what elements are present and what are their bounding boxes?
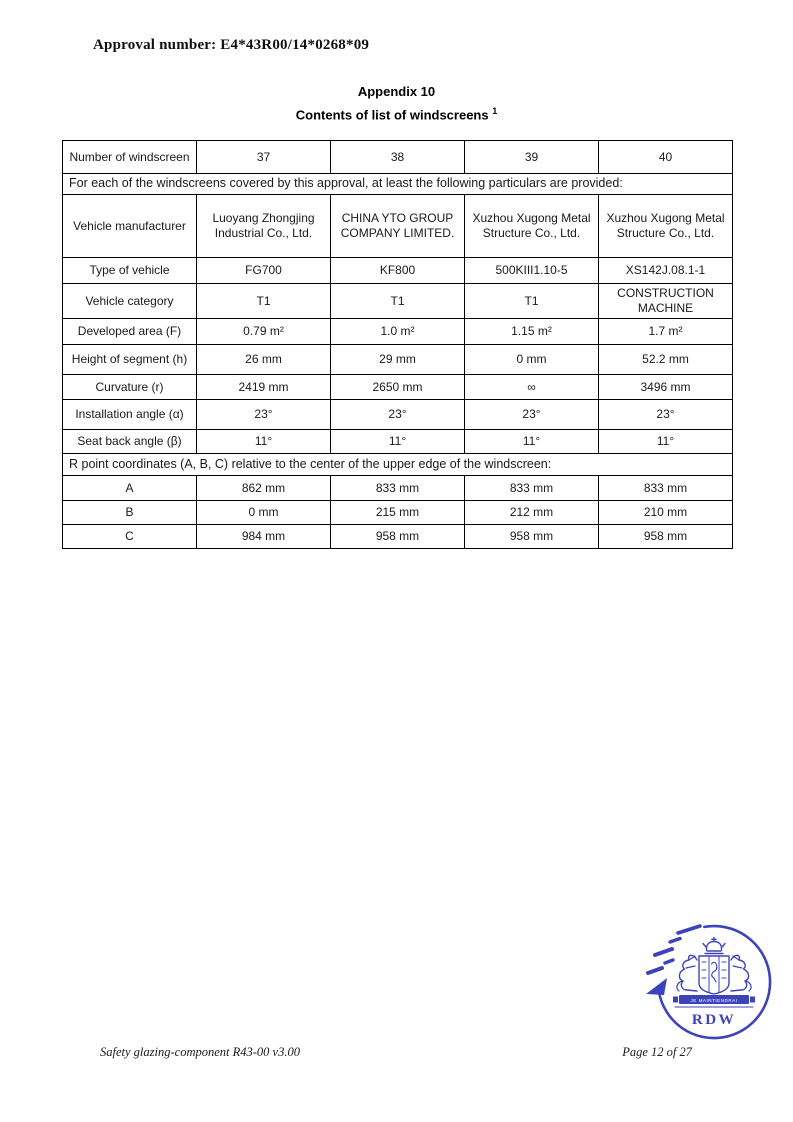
table-cell: Xuzhou Xugong Metal Structure Co., Ltd. <box>465 195 599 258</box>
table-cell: FG700 <box>197 258 331 284</box>
table-row <box>63 345 733 375</box>
row-label: Developed area (F) <box>63 319 197 345</box>
row-label: B <box>63 501 197 525</box>
table-cell: 958 mm <box>331 525 465 549</box>
table-cell: T1 <box>197 284 331 319</box>
table-cell: 2650 mm <box>331 375 465 400</box>
shield-icon <box>699 956 729 994</box>
table-cell: 862 mm <box>197 476 331 501</box>
table-row <box>63 258 733 284</box>
table-cell: T1 <box>331 284 465 319</box>
row-label: Height of segment (h) <box>63 345 197 375</box>
table-row <box>63 141 733 174</box>
page-title <box>0 106 793 122</box>
motion-dash-icon <box>648 968 662 973</box>
table-row <box>63 400 733 430</box>
rdw-stamp <box>645 920 780 1045</box>
table-cell: 23° <box>465 400 599 430</box>
footer-page-number: Page 12 of 27 <box>622 1045 692 1059</box>
motto-banner-tab <box>673 997 678 1003</box>
table-cell: 3496 mm <box>599 375 733 400</box>
table-cell: 26 mm <box>197 345 331 375</box>
table-cell: 38 <box>331 141 465 174</box>
table-cell: 11° <box>197 430 331 454</box>
table-row <box>63 501 733 525</box>
table-cell: 1.7 m² <box>599 319 733 345</box>
table-cell: XS142J.08.1-1 <box>599 258 733 284</box>
table-cell: KF800 <box>331 258 465 284</box>
row-label: Type of vehicle <box>63 258 197 284</box>
table-row <box>63 476 733 501</box>
table-cell: 1.15 m² <box>465 319 599 345</box>
page-title-footnote-ref: 1 <box>492 106 498 116</box>
page-title-text: Contents of list of windscreens <box>295 107 489 123</box>
row-label: Installation angle (α) <box>63 400 197 430</box>
row-label: Seat back angle (β) <box>63 430 197 454</box>
table-cell: 833 mm <box>331 476 465 501</box>
crown-icon <box>703 938 725 954</box>
table-cell: 210 mm <box>599 501 733 525</box>
table-cell: 833 mm <box>465 476 599 501</box>
table-row <box>63 174 733 195</box>
table-cell: 0.79 m² <box>197 319 331 345</box>
motion-dash-icon <box>655 949 672 955</box>
table-cell: 1.0 m² <box>331 319 465 345</box>
table-cell: 23° <box>331 400 465 430</box>
footer-document-version: Safety glazing-component R43-00 v3.00 <box>100 1045 300 1059</box>
table-cell: CONSTRUCTION MACHINE <box>599 284 733 319</box>
table-cell: 2419 mm <box>197 375 331 400</box>
rdw-text: RDW <box>691 1012 737 1028</box>
table-cell: 833 mm <box>599 476 733 501</box>
table-cell: 52.2 mm <box>599 345 733 375</box>
table-cell: 11° <box>599 430 733 454</box>
motion-dash-icon <box>670 939 680 943</box>
table-cell: 0 mm <box>197 501 331 525</box>
stamp-wedge <box>646 978 667 995</box>
table-cell: 11° <box>465 430 599 454</box>
table-cell: 29 mm <box>331 345 465 375</box>
table-row <box>63 375 733 400</box>
lion-icon <box>677 955 697 991</box>
table-cell: 23° <box>599 400 733 430</box>
row-label: Vehicle category <box>63 284 197 319</box>
table-note: For each of the windscreens covered by this approval, at least the following particulars are provided: <box>63 174 733 195</box>
table-row <box>63 319 733 345</box>
row-label: Curvature (r) <box>63 375 197 400</box>
table-row <box>63 454 733 476</box>
table-cell: 500KIII1.10-5 <box>465 258 599 284</box>
rdw-stamp-icon <box>645 920 780 1045</box>
table-row <box>63 430 733 454</box>
motion-dash-icon <box>665 960 673 963</box>
table-cell: Xuzhou Xugong Metal Structure Co., Ltd. <box>599 195 733 258</box>
table-cell: 212 mm <box>465 501 599 525</box>
table-row <box>63 284 733 319</box>
table-cell: 984 mm <box>197 525 331 549</box>
motto-banner-tab <box>750 997 755 1003</box>
table-cell: 958 mm <box>599 525 733 549</box>
table-cell: 958 mm <box>465 525 599 549</box>
motion-dash-icon <box>678 926 700 933</box>
table-cell: Luoyang Zhongjing Industrial Co., Ltd. <box>197 195 331 258</box>
page-footer <box>100 1045 692 1060</box>
table-cell: 11° <box>331 430 465 454</box>
row-label: Number of windscreen <box>63 141 197 174</box>
table-cell: 215 mm <box>331 501 465 525</box>
approval-number: Approval number: E4*43R00/14*0268*09 <box>93 37 370 53</box>
table-row <box>63 525 733 549</box>
motto-text: JE MAINTIENDRAI <box>690 997 738 1003</box>
table-cell: 40 <box>599 141 733 174</box>
table-cell: 39 <box>465 141 599 174</box>
row-label: C <box>63 525 197 549</box>
table-cell: T1 <box>465 284 599 319</box>
table-cell: 0 mm <box>465 345 599 375</box>
r-point-note: R point coordinates (A, B, C) relative to the center of the upper edge of the windscreen: <box>63 454 733 476</box>
lion-icon <box>731 955 751 991</box>
table-cell: ∞ <box>465 375 599 400</box>
row-label: Vehicle manufacturer <box>63 195 197 258</box>
table-cell: 23° <box>197 400 331 430</box>
table-row <box>63 195 733 258</box>
row-label: A <box>63 476 197 501</box>
table-cell: CHINA YTO GROUP COMPANY LIMITED. <box>331 195 465 258</box>
windscreens-table <box>62 140 733 549</box>
table-cell: 37 <box>197 141 331 174</box>
appendix-title: Appendix 10 <box>357 84 436 99</box>
